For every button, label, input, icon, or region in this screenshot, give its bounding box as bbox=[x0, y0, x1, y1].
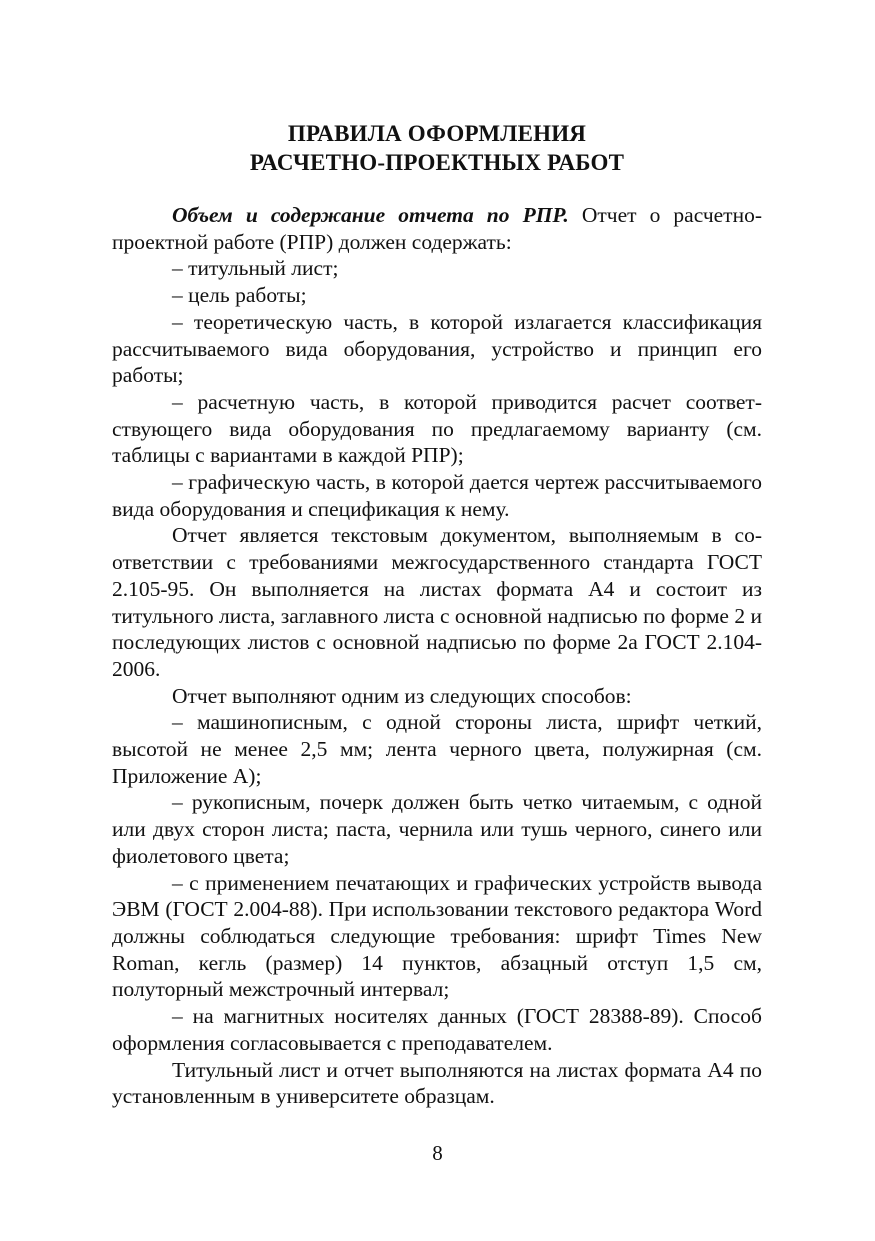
contents-item-goal: – цель работы; bbox=[172, 283, 307, 308]
methods-intro: Отчет выполняют одним из следующих способов: bbox=[172, 683, 632, 708]
method-handwritten: – рукописным, почерк должен быть четко читаемым, с одной или двух сторон листа; паста, чернила или тушь черного, синего или фиолетового цвета; bbox=[112, 790, 762, 868]
contents-item-calculation: – расчетную часть, в которой приводится расчет соответствующего вида оборудования по предлагаемому варианту (см. таблицы с вариантами в каждой РПР); bbox=[112, 389, 762, 468]
title-line-1: ПРАВИЛА ОФОРМЛЕНИЯ bbox=[287, 121, 587, 146]
contents-item-graphics: – графическую часть, в которой дается чертеж рассчитываемого вида оборудования и спецификация к нему. bbox=[112, 470, 762, 521]
contents-item-title-page: – титульный лист; bbox=[172, 256, 339, 281]
intro-text: Отчет о расчетно-проектной работе (РПР) должен содержать: bbox=[112, 203, 762, 254]
method-typewritten: – машинописным, с одной стороны листа, шрифт четкий, высотой не менее 2,5 мм; лента черного цвета, полужирная (см. Приложение А); bbox=[112, 710, 762, 788]
closing-paragraph: Титульный лист и отчет выполняются на листах формата А4 по установленным в университете образцам. bbox=[112, 1057, 762, 1109]
document-body bbox=[112, 202, 762, 1110]
report-paragraph: Отчет является текстовым документом, выполняемым в соответствии с требованиями межгосударственного стандарта ГОСТ 2.105-95. Он выполняется на листах формата А4 и состоит из титульного листа, заглавного листа с основной надписью по форме 2 и последующих листов с основной надписью по форме 2а ГОСТ 2.104-2006. bbox=[112, 523, 762, 681]
contents-item-theory: – теоретическую часть, в которой излагается классификация рассчитываемого вида оборудования, устройство и принцип его работы; bbox=[112, 309, 762, 388]
intro-lead: Объем и содержание отчета по РПР. bbox=[172, 203, 569, 227]
method-magnetic: – на магнитных носителях данных (ГОСТ 28388-89). Способ оформления согласовывается с преподавателем. bbox=[112, 1004, 762, 1055]
page-title bbox=[112, 119, 762, 177]
method-computer: – с применением печатающих и графических устройств вывода ЭВМ (ГОСТ 2.004-88). При использовании текстового редактора Word должны соблюдаться следующие требования: шрифт Times New Roman, кегль (размер) 14 пунктов, абзацный отступ 1,5 см, полуторный межстрочный интервал; bbox=[112, 870, 762, 1002]
title-line-2: РАСЧЕТНО-ПРОЕКТНЫХ РАБОТ bbox=[249, 150, 625, 175]
intro-paragraph bbox=[112, 202, 762, 255]
page-number: 8 bbox=[432, 1141, 443, 1165]
